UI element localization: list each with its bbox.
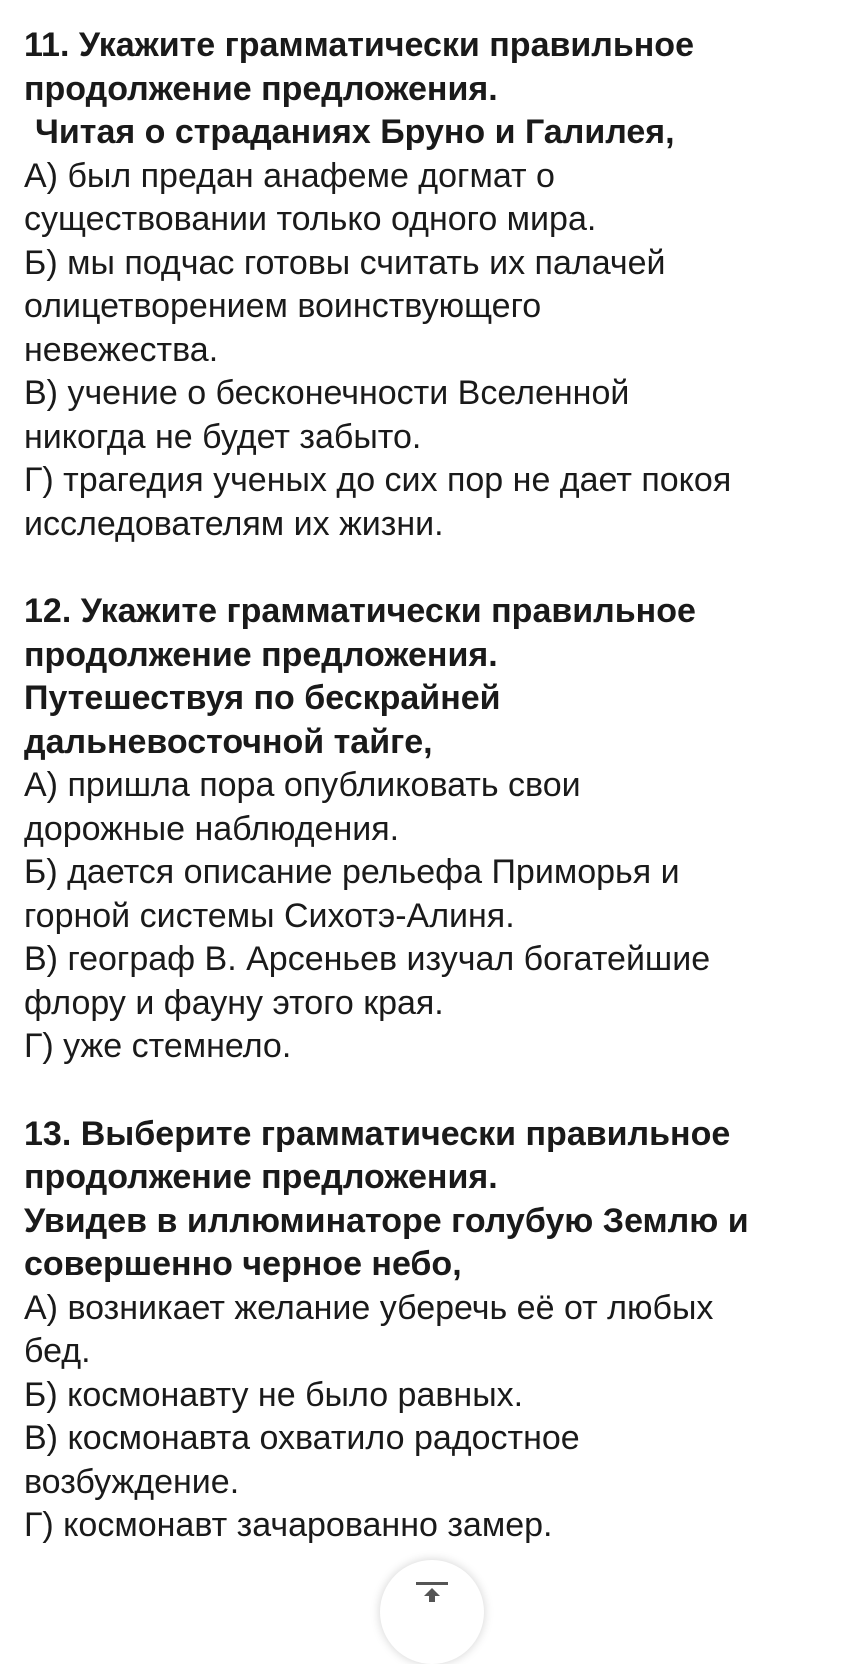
question-heading: 12. Укажите грамматически правильное bbox=[24, 592, 696, 630]
document-content bbox=[24, 24, 854, 1592]
sentence-start: Увидев в иллюминаторе голубую Землю и bbox=[24, 1201, 749, 1240]
option-text: А) был предан анафеме догмат о bbox=[24, 156, 555, 195]
option-text: Б) дается описание рельефа Приморья и bbox=[24, 853, 680, 891]
option-text: дорожные наблюдения. bbox=[24, 809, 400, 848]
sentence-start: совершенно черное небо, bbox=[24, 1245, 462, 1283]
scroll-to-top-button[interactable] bbox=[380, 1560, 484, 1664]
sentence-start: дальневосточной тайге, bbox=[24, 722, 433, 761]
option-text: невежества. bbox=[24, 330, 219, 369]
sentence-start: Читая о страданиях Бруно и Галилея, bbox=[35, 113, 675, 151]
option-text: флору и фауну этого края. bbox=[24, 983, 444, 1022]
option-text: исследователям их жизни. bbox=[24, 504, 444, 543]
question-heading: 11. Укажите грамматически правильное bbox=[24, 26, 694, 64]
option-text: Б) космонавту не было равных. bbox=[24, 1375, 524, 1414]
question-heading: 13. Выберите грамматически правильное bbox=[24, 1114, 731, 1153]
question-heading: продолжение предложения. bbox=[24, 1158, 498, 1196]
option-text: бед. bbox=[24, 1332, 91, 1370]
option-text: В) географ В. Арсеньев изучал богатейшие bbox=[24, 940, 711, 978]
question-13 bbox=[24, 1113, 854, 1548]
scroll-to-top-icon bbox=[416, 1582, 448, 1602]
option-text: Г) космонавт зачарованно замер. bbox=[24, 1506, 553, 1544]
sentence-start: Путешествуя по бескрайней bbox=[24, 679, 501, 717]
question-11 bbox=[24, 24, 854, 546]
option-text: В) космонавта охватило радостное bbox=[24, 1419, 580, 1457]
question-heading: продолжение предложения. bbox=[24, 69, 498, 108]
option-text: А) возникает желание уберечь её от любых bbox=[24, 1288, 714, 1327]
question-heading: продолжение предложения. bbox=[24, 635, 498, 674]
option-text: Г) трагедия ученых до сих пор не дает покоя bbox=[24, 461, 732, 499]
question-12 bbox=[24, 590, 854, 1069]
option-text: Г) уже стемнело. bbox=[24, 1027, 292, 1065]
option-text: горной системы Сихотэ-Алиня. bbox=[24, 896, 515, 935]
option-text: возбуждение. bbox=[24, 1462, 240, 1501]
option-text: олицетворением воинствующего bbox=[24, 287, 542, 325]
option-text: существовании только одного мира. bbox=[24, 200, 597, 238]
option-text: никогда не будет забыто. bbox=[24, 417, 422, 456]
option-text: В) учение о бесконечности Вселенной bbox=[24, 374, 630, 412]
option-text: А) пришла пора опубликовать свои bbox=[24, 766, 581, 804]
option-text: Б) мы подчас готовы считать их палачей bbox=[24, 243, 666, 282]
